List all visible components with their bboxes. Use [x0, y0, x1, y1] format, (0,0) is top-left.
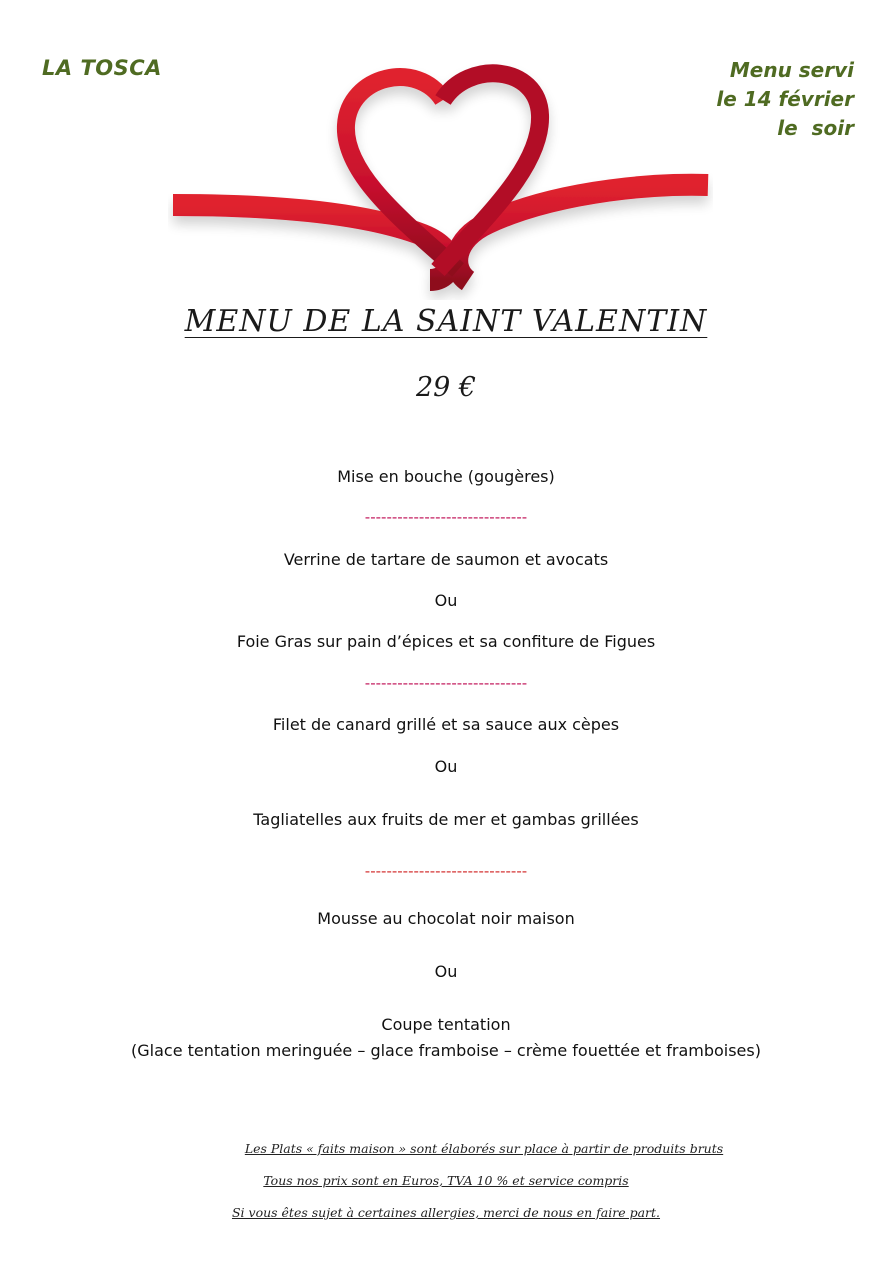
menu-price: 29 € — [415, 372, 477, 403]
footer-note-allergies: Si vous êtes sujet à certaines allergies, merci de nous en faire part. — [231, 1205, 661, 1220]
service-line-3: le soir — [777, 116, 854, 140]
separator-2: ------------------------------ — [364, 674, 528, 692]
dessert-option-2: Coupe tentation — [381, 1015, 511, 1034]
footer-note-homemade: Les Plats « faits maison » sont élaborés sur place à partir de produits bruts — [244, 1141, 724, 1156]
service-line-2: le 14 février — [716, 87, 854, 111]
service-line-1: Menu servi — [729, 58, 854, 82]
heart-ribbon-icon — [168, 55, 713, 300]
starter-option-1: Verrine de tartare de saumon et avocats — [283, 550, 609, 569]
starter-option-2: Foie Gras sur pain d’épices et sa confiture de Figues — [236, 632, 656, 651]
menu-title: MENU DE LA SAINT VALENTIN — [184, 304, 708, 339]
dessert-option-1: Mousse au chocolat noir maison — [317, 909, 575, 928]
main-option-1: Filet de canard grillé et sa sauce aux cèpes — [272, 715, 620, 734]
or-label: Ou — [434, 757, 458, 776]
separator-3: ------------------------------ — [364, 862, 528, 880]
or-label: Ou — [434, 962, 458, 981]
restaurant-name: LA TOSCA — [42, 56, 162, 80]
separator-1: ------------------------------ — [364, 508, 528, 526]
main-option-2: Tagliatelles aux fruits de mer et gambas grillées — [253, 810, 639, 829]
or-label: Ou — [434, 591, 458, 610]
amuse-bouche: Mise en bouche (gougères) — [337, 467, 555, 486]
footer-note-prices: Tous nos prix sont en Euros, TVA 10 % et service compris — [263, 1173, 629, 1188]
dessert-option-2-detail: (Glace tentation meringuée – glace framboise – crème fouettée et framboises) — [131, 1041, 761, 1060]
